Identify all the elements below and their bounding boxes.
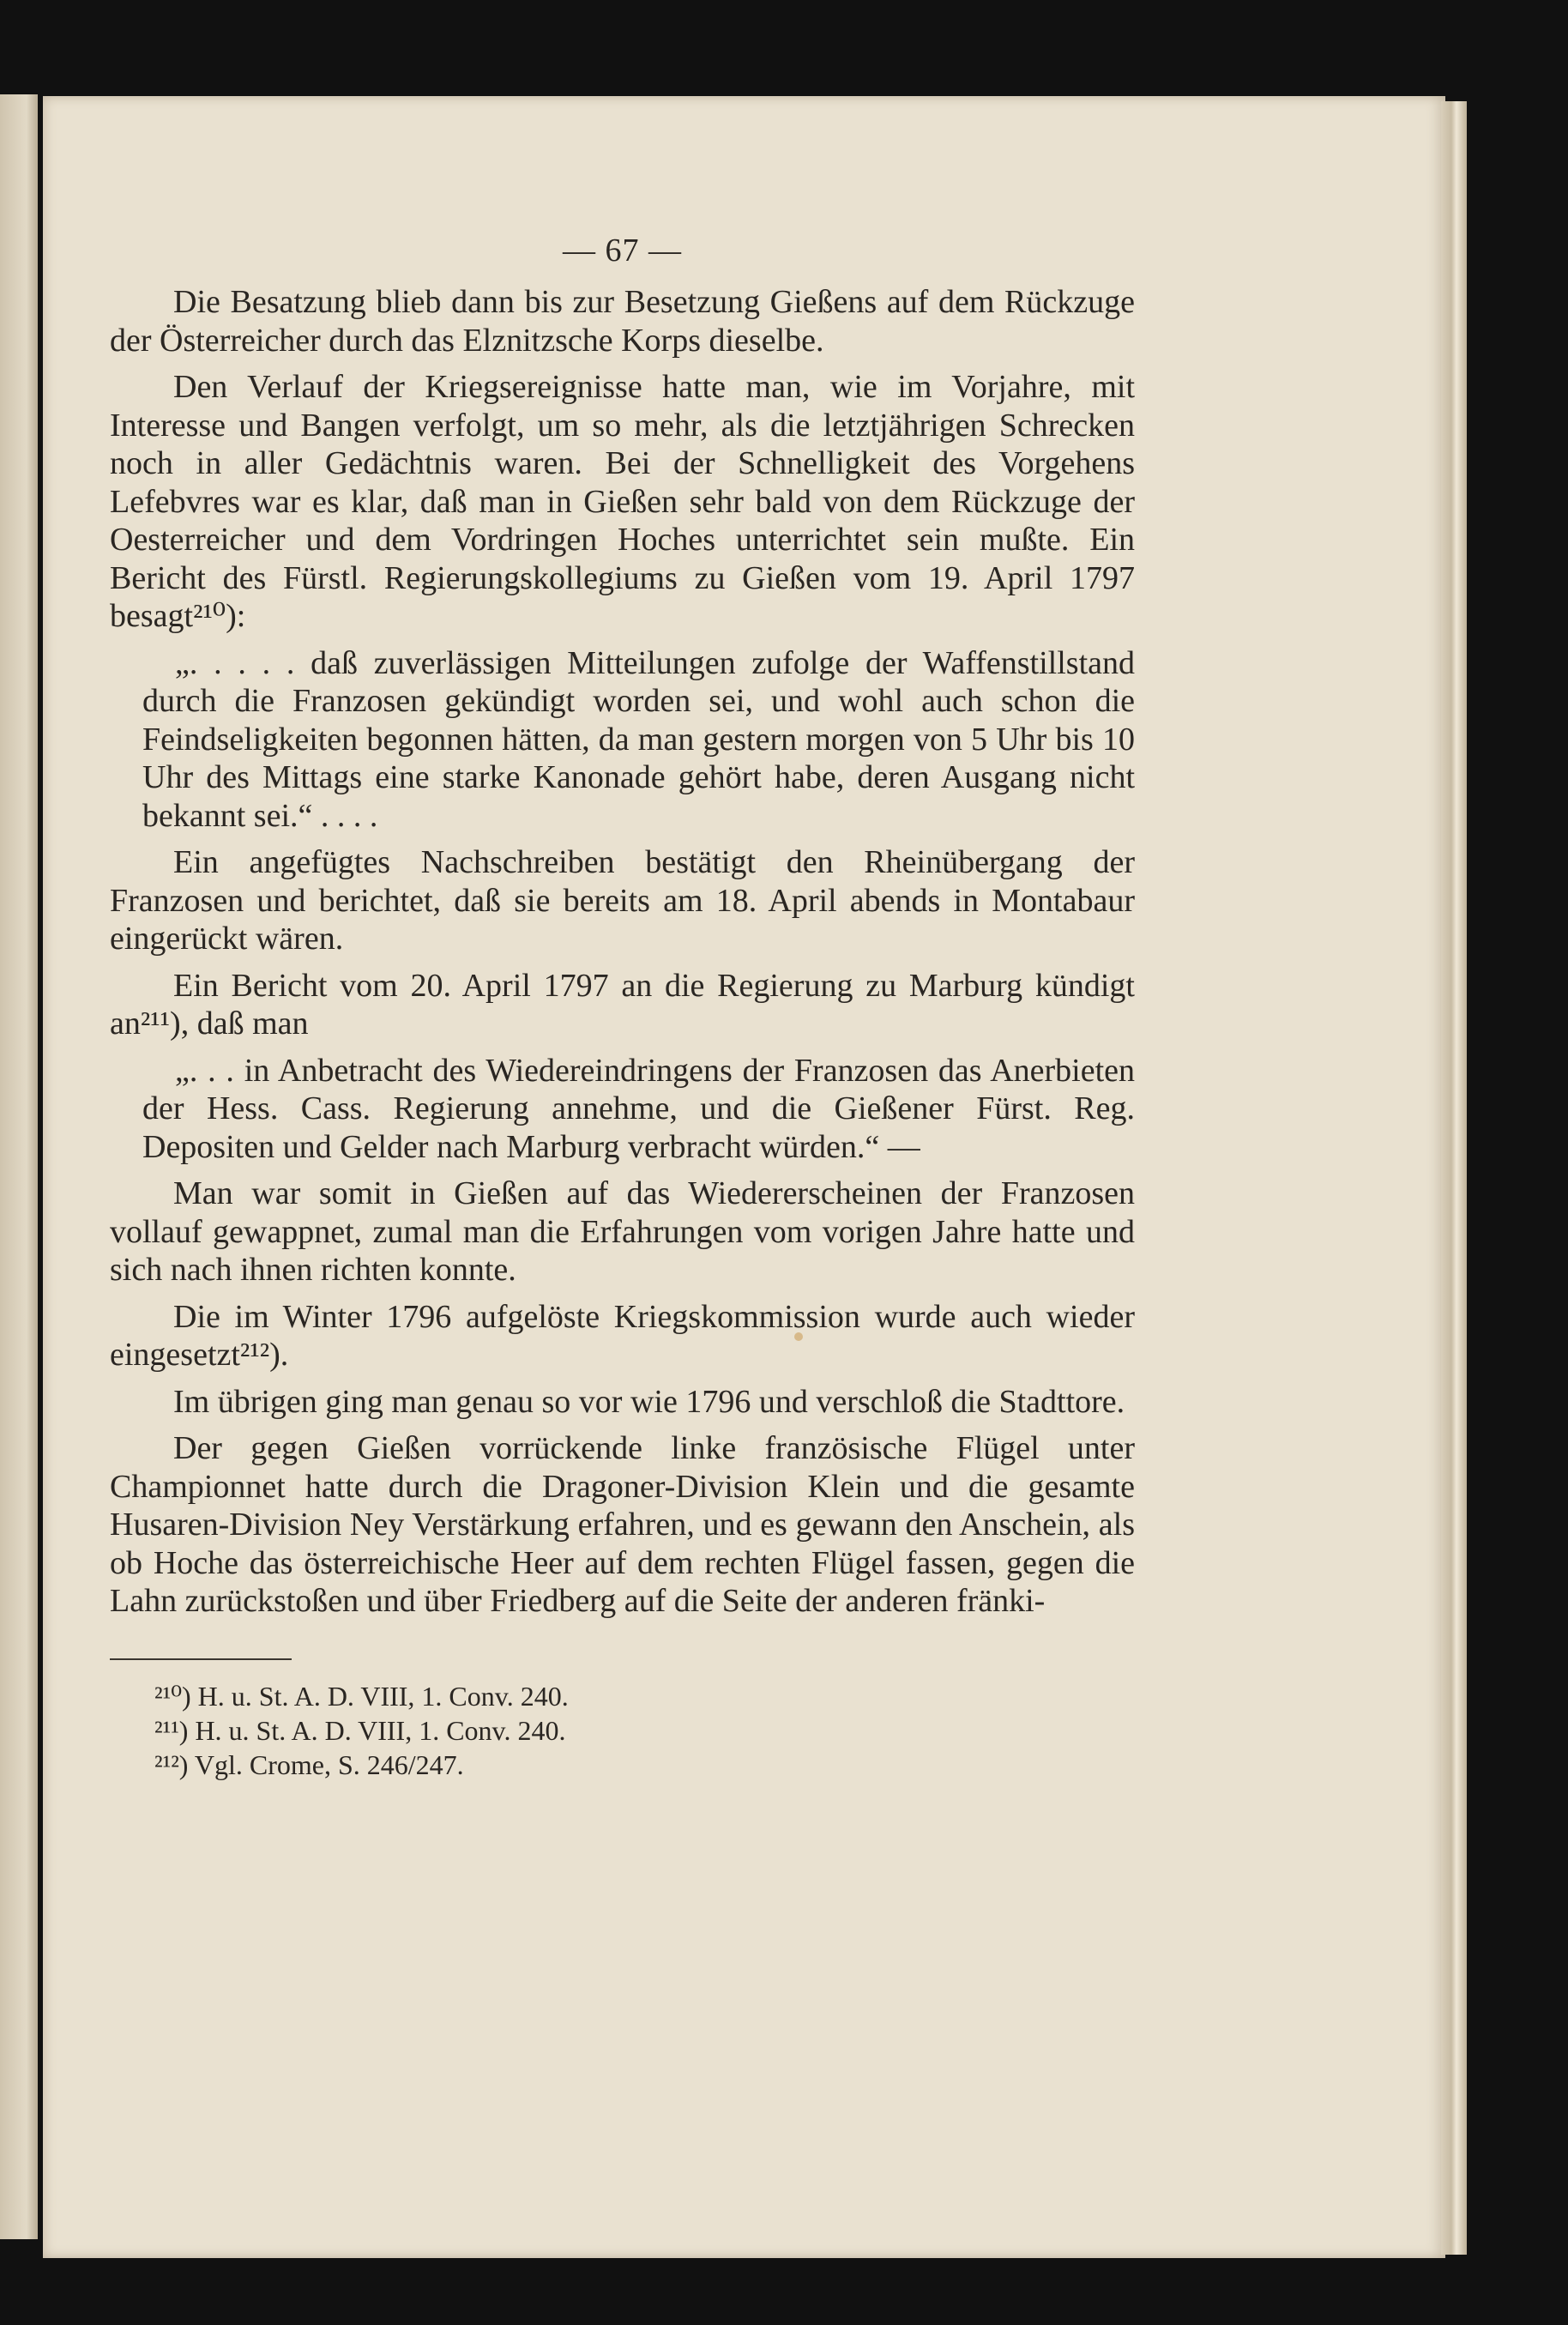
quote-1: „. . . . . daß zuverlässigen Mitteilungen zufolge der Waffenstillstand durch die Franzosen gekündigt worden sei, und wohl auch schon die Feindseligkeiten begonnen hätten, da man gestern morgen von 5 Uhr bis 10 Uhr des Mittags eine starke Kanonade gehört habe, deren Ausgang nicht bekannt sei.“ . . . . <box>142 644 1135 834</box>
footnote-divider <box>110 1658 292 1660</box>
footnotes <box>110 1679 1135 1782</box>
paragraph-2: Den Verlauf der Kriegsereignisse hatte man, wie im Vorjahre, mit Interesse und Bangen verfolgt, um so mehr, als die letztjährigen Schrecken noch in aller Gedächtnis waren. Bei der Schnelligkeit des Vorgehens Lefebvres war es klar, daß man in Gießen sehr bald von dem Rückzuge der Oesterreicher und dem Vordringen Hoches unterrichtet sein mußte. Ein Bericht des Fürstl. Regierungskollegiums zu Gießen vom 19. April 1797 besagt²¹⁰): <box>110 369 1135 634</box>
footnote-210: ²¹⁰) H. u. St. A. D. VIII, 1. Conv. 240. <box>154 1680 569 1712</box>
paragraph-8: Der gegen Gießen vorrückende linke französische Flügel unter Championnet hatte durch die Dragoner-Division Klein und die gesamte Husaren-Division Ney Verstärkung erfahren, und es gewann den Anschein, als ob Hoche das österreichische Heer auf dem rechten Flügel fassen, gegen die Lahn zurückstoßen und über Friedberg auf die Seite der anderen fränki- <box>110 1430 1135 1619</box>
left-page-edge <box>0 94 38 2239</box>
paragraph-1: Die Besatzung blieb dann bis zur Besetzung Gießens auf dem Rückzuge der Österreicher durch das Elznitzsche Korps dieselbe. <box>110 284 1135 359</box>
footnote-212: ²¹²) Vgl. Crome, S. 246/247. <box>154 1748 464 1780</box>
paragraph-7: Im übrigen ging man genau so vor wie 1796 und verschloß die Stadttore. <box>173 1383 1125 1420</box>
page-content <box>110 232 1135 1782</box>
paragraph-4: Ein Bericht vom 20. April 1797 an die Regierung zu Marburg kündigt an²¹¹), daß man <box>110 967 1135 1042</box>
paragraph-5: Man war somit in Gießen auf das Wiedererscheinen der Franzosen vollauf gewappnet, zumal man die Erfahrungen vom vorigen Jahre hatte und sich nach ihnen richten konnte. <box>110 1175 1135 1288</box>
page-stack-edge <box>1441 101 1467 2255</box>
footnote-211: ²¹¹) H. u. St. A. D. VIII, 1. Conv. 240. <box>154 1714 566 1746</box>
quote-2: „. . . in Anbetracht des Wiedereindringens der Franzosen das Anerbieten der Hess. Cass. Regierung annehme, und die Gießener Fürst. Reg. Depositen und Gelder nach Marburg verbracht würden.“ — <box>142 1052 1135 1165</box>
page-number: — 67 — <box>563 232 682 269</box>
paragraph-3: Ein angefügtes Nachschreiben bestätigt den Rheinübergang der Franzosen und berichtet, daß sie bereits am 18. April abends in Montabaur eingerückt wären. <box>110 844 1135 957</box>
paragraph-6: Die im Winter 1796 aufgelöste Kriegskommission wurde auch wieder eingesetzt²¹²). <box>110 1298 1135 1373</box>
